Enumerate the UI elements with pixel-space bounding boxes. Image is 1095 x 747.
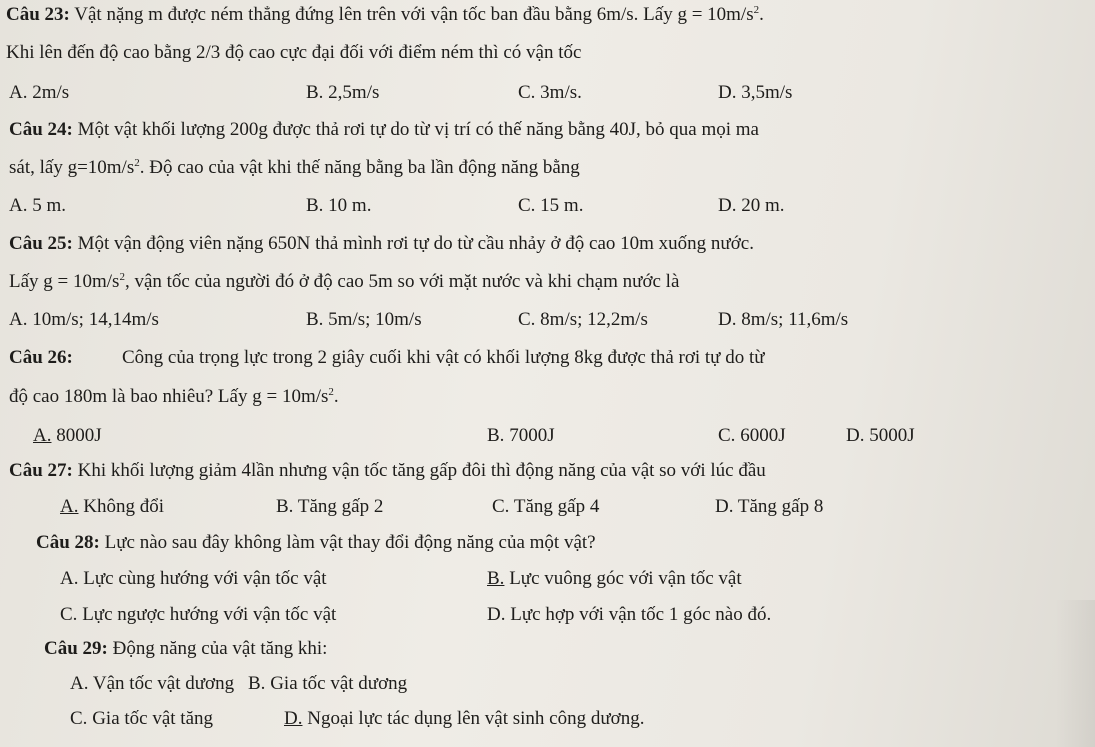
question-25-label: Câu 25: (9, 233, 73, 254)
question-24-stem-line2: sát, lấy $g=10m/s^2$. Độ cao của vật khi thế năng bằng ba lần động năng bằng (9, 157, 580, 178)
option-24-d: D. 20 m. (718, 195, 785, 216)
option-24-c: C. 15 m. (518, 195, 584, 216)
option-28-c: C. Lực ngược hướng với vận tốc vật (60, 604, 337, 625)
option-23-b: B. 2,5m/s (306, 82, 380, 103)
option-23-c: C. 3m/s. (518, 82, 582, 103)
question-29-stem-line1: Câu 29: Động năng của vật tăng khi: (44, 638, 328, 659)
option-25-a: A. 10m/s; 14,14m/s (9, 309, 159, 330)
question-25-stem-line2: Lấy $g = 10m/s^2$, vận tốc của người đó ở độ cao 5m so với mặt nước và khi chạm nước là (9, 271, 680, 292)
question-23-stem-line1: Câu 23: Vật nặng m được ném thẳng đứng lên trên với vận tốc ban đầu bằng 6m/s. Lấy $g = 10m/s^2$. (6, 4, 764, 25)
question-25-stem-line1: Câu 25: Một vận động viên nặng 650N thả mình rơi tự do từ cầu nhảy ở độ cao 10m xuống nước. (9, 233, 754, 254)
question-23-label: Câu 23: (6, 4, 70, 25)
question-28-label: Câu 28: (36, 532, 100, 553)
option-25-b: B. 5m/s; 10m/s (306, 309, 422, 330)
option-27-b: B. Tăng gấp 2 (276, 496, 384, 517)
option-28-a: A. Lực cùng hướng với vận tốc vật (60, 568, 327, 589)
question-28-stem-line1: Câu 28: Lực nào sau đây không làm vật thay đổi động năng của một vật? (36, 532, 596, 553)
question-27-stem-line1: Câu 27: Khi khối lượng giảm 4lần nhưng vận tốc tăng gấp đôi thì động năng của vật so với lúc đầu (9, 460, 766, 481)
option-24-a: A. 5 m. (9, 195, 66, 216)
superscript: 2 (753, 4, 760, 16)
question-29-label: Câu 29: (44, 638, 108, 659)
option-23-a: A. 2m/s (9, 82, 70, 103)
question-26-stem-line1: Công của trọng lực trong 2 giây cuối khi vật có khối lượng 8kg được thả rơi tự do từ (122, 347, 765, 368)
option-29-d: D. Ngoại lực tác dụng lên vật sinh công dương. (284, 708, 645, 729)
option-29-a: A. Vận tốc vật dương (70, 673, 235, 694)
question-26-label: Câu 26: (9, 347, 73, 368)
option-29-b: B. Gia tốc vật dương (248, 673, 408, 694)
option-29-c: C. Gia tốc vật tăng (70, 708, 214, 729)
option-25-c: C. 8m/s; 12,2m/s (518, 309, 648, 330)
question-24-label: Câu 24: (9, 119, 73, 140)
option-23-d: D. 3,5m/s (718, 82, 793, 103)
question-24-stem-line1: Câu 24: Một vật khối lượng 200g được thả rơi tự do từ vị trí có thế năng bằng 40J, bỏ qua mọi ma (9, 119, 759, 140)
question-23-text: Vật nặng m được ném thẳng đứng lên trên với vận tốc ban đầu bằng 6m/s. Lấy g = 10m/s (69, 4, 754, 25)
question-26-stem-line2: độ cao 180m là bao nhiêu? Lấy $g = 10m/s^2$. (9, 386, 339, 407)
option-26-c: C. 6000J (718, 425, 786, 446)
option-27-a: A. Không đổi (60, 496, 164, 517)
option-27-c: C. Tăng gấp 4 (492, 496, 600, 517)
option-24-b: B. 10 m. (306, 195, 372, 216)
option-28-d: D. Lực hợp với vận tốc 1 góc nào đó. (487, 604, 772, 625)
page-edge-shadow (1055, 600, 1095, 747)
option-28-b: B. Lực vuông góc với vận tốc vật (487, 568, 742, 589)
option-25-d: D. 8m/s; 11,6m/s (718, 309, 849, 330)
option-26-d: D. 5000J (846, 425, 915, 446)
question-27-label: Câu 27: (9, 460, 73, 481)
option-27-d: D. Tăng gấp 8 (715, 496, 824, 517)
question-23-stem-line2: Khi lên đến độ cao bằng 2/3 độ cao cực đại đối với điểm ném thì có vận tốc (6, 42, 582, 63)
option-26-b: B. 7000J (487, 425, 555, 446)
option-26-a: A. 8000J (33, 425, 102, 446)
